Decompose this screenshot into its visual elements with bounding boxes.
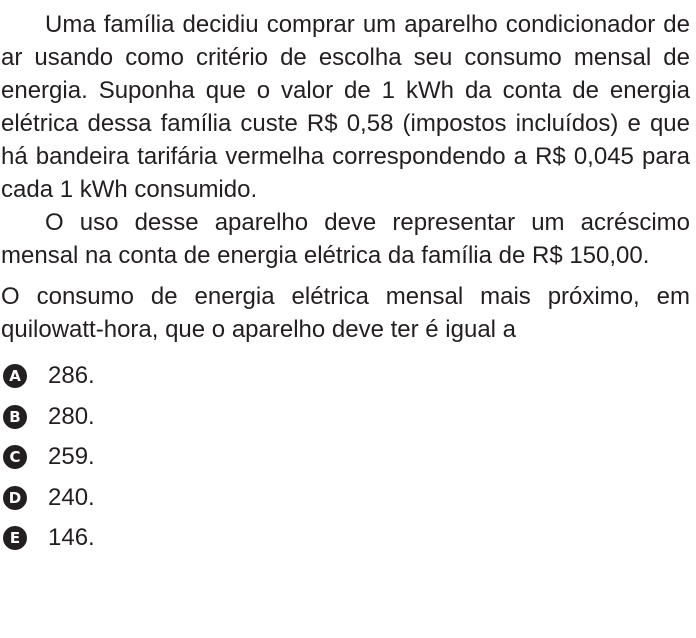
option-text: 146. <box>48 524 95 552</box>
option-letter-badge: E <box>3 526 27 550</box>
option-c[interactable] <box>1 437 690 478</box>
option-text: 286. <box>48 362 95 390</box>
option-letter-badge: D <box>3 486 27 510</box>
option-text: 259. <box>48 443 95 471</box>
option-text: 280. <box>48 402 95 430</box>
option-letter-badge: B <box>3 405 27 429</box>
option-d[interactable] <box>1 478 690 519</box>
option-letter-badge: C <box>3 445 27 469</box>
question-text: O consumo de energia elétrica mensal mais próximo, em quilowatt-hora, que o aparelho deve ter é igual a <box>1 283 690 343</box>
option-b[interactable] <box>1 397 690 438</box>
option-letter-badge: A <box>3 364 27 388</box>
answer-options <box>1 356 690 559</box>
statement-paragraph-1: Uma família decidiu comprar um aparelho condicionador de ar usando como critério de escolha seu consumo mensal de energia. Suponha que o valor de 1 kWh da conta de energia elétrica dessa família custe R$ 0,58 (impostos incluídos) e que há bandeira tarifária vermelha correspondendo a R$ 0,045 para cada 1 kWh consumido. <box>1 11 690 203</box>
option-text: 240. <box>48 483 95 511</box>
statement-paragraph-2: O uso desse aparelho deve representar um acréscimo mensal na conta de energia elétrica da família de R$ 150,00. <box>1 209 690 269</box>
option-a[interactable] <box>1 356 690 397</box>
option-e[interactable] <box>1 518 690 559</box>
